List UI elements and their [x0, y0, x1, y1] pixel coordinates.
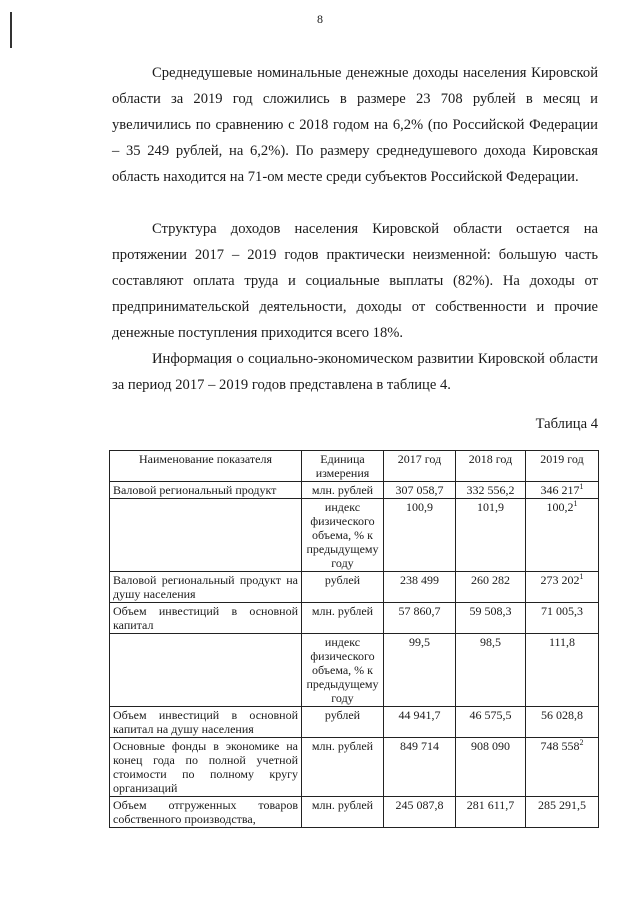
value-2018: 332 556,2	[456, 482, 526, 499]
value-2018: 46 575,5	[456, 707, 526, 738]
header-indicator: Наименование показателя	[110, 451, 302, 482]
indicator-name: Валовой региональный продукт на душу населения	[110, 572, 302, 603]
unit: млн. рублей	[302, 738, 384, 797]
value-2018: 281 611,7	[456, 797, 526, 828]
value-2017: 100,9	[384, 499, 456, 572]
indicator-name: Основные фонды в экономике на конец года по полной учетной стоимости по полному кругу организаций	[110, 738, 302, 797]
table-row	[110, 797, 599, 828]
value-2019: 71 005,3	[526, 603, 599, 634]
value-2019: 111,8	[526, 634, 599, 707]
value-2019: 748 558	[540, 739, 580, 753]
value-2018: 59 508,3	[456, 603, 526, 634]
unit: рублей	[302, 707, 384, 738]
header-2019: 2019 год	[526, 451, 599, 482]
value-2019-cell	[526, 482, 599, 499]
value-2017: 99,5	[384, 634, 456, 707]
value-2018: 260 282	[456, 572, 526, 603]
table-row	[110, 499, 599, 572]
unit: индекс физического объема, % к предыдущему году	[302, 634, 384, 707]
unit: рублей	[302, 572, 384, 603]
value-2018: 101,9	[456, 499, 526, 572]
value-2018: 908 090	[456, 738, 526, 797]
table-row	[110, 482, 599, 499]
indicator-name: Валовой региональный продукт	[110, 482, 302, 499]
unit: млн. рублей	[302, 482, 384, 499]
value-2018: 98,5	[456, 634, 526, 707]
value-2017: 849 714	[384, 738, 456, 797]
footnote-mark: 1	[579, 482, 584, 491]
value-2019: 100,2	[546, 500, 574, 514]
value-2017: 238 499	[384, 572, 456, 603]
value-2019: 346 217	[540, 483, 580, 497]
value-2017: 307 058,7	[384, 482, 456, 499]
value-2019-cell	[526, 738, 599, 797]
value-2019: 273 202	[540, 573, 580, 587]
paragraph-income: Среднедушевые номинальные денежные доходы населения Кировской области за 2019 год сложились в размере 23 708 рублей в месяц и увеличились по сравнению с 2018 годом на 6,2% (по Российской Федерации – 35 249 рублей, на 6,2%). По размеру среднедушевого дохода Кировская область находится на 71-ом месте среди субъектов Российской Федерации.	[112, 65, 598, 185]
paragraph-income-structure: Структура доходов населения Кировской области остается на протяжении 2017 – 2019 годов практически неизменной: большую часть составляют оплата труда и социальные выплаты (82%). На доходы от предпринимательской деятельности, доходы от собственности и прочие денежные поступления приходится всего 18%.	[112, 221, 598, 341]
indicator-name	[110, 499, 302, 572]
value-2019: 285 291,5	[526, 797, 599, 828]
table-row	[110, 634, 599, 707]
value-2019-cell	[526, 572, 599, 603]
table-row	[110, 603, 599, 634]
footnote-mark: 1	[573, 499, 578, 508]
page-number: 8	[317, 12, 323, 26]
table-row	[110, 707, 599, 738]
value-2017: 44 941,7	[384, 707, 456, 738]
value-2017: 57 860,7	[384, 603, 456, 634]
indicator-name: Объем отгруженных товаров собственного производства,	[110, 797, 302, 828]
unit: млн. рублей	[302, 603, 384, 634]
indicator-name: Объем инвестиций в основной капитал на душу населения	[110, 707, 302, 738]
table-header-row	[110, 451, 599, 482]
header-2017: 2017 год	[384, 451, 456, 482]
footnote-mark: 2	[579, 738, 584, 747]
value-2019: 56 028,8	[526, 707, 599, 738]
value-2017: 245 087,8	[384, 797, 456, 828]
table-row	[110, 572, 599, 603]
unit: индекс физического объема, % к предыдущему году	[302, 499, 384, 572]
header-2018: 2018 год	[456, 451, 526, 482]
unit: млн. рублей	[302, 797, 384, 828]
header-unit: Единица измерения	[302, 451, 384, 482]
table-row	[110, 738, 599, 797]
value-2019-cell	[526, 499, 599, 572]
footnote-mark: 1	[579, 572, 584, 581]
indicator-name	[110, 634, 302, 707]
indicators-table	[109, 450, 599, 828]
paragraph-table-intro: Информация о социально-экономическом развитии Кировской области за период 2017 – 2019 годов представлена в таблице 4.	[112, 351, 598, 393]
table-caption: Таблица 4	[535, 416, 598, 432]
indicator-name: Объем инвестиций в основной капитал	[110, 603, 302, 634]
